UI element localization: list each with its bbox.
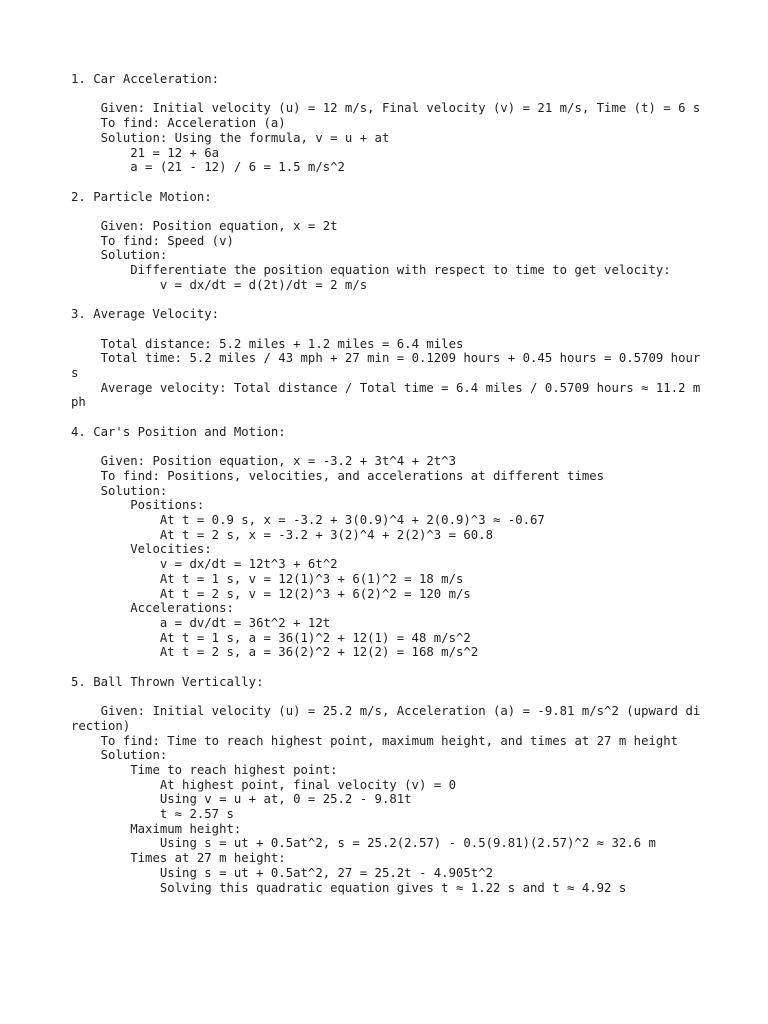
document-line: At t = 2 s, v = 12(2)^3 + 6(2)^2 = 120 m/s — [71, 586, 471, 601]
document-line: Solving this quadratic equation gives t ≈ 1.22 s and t ≈ 4.92 s — [71, 880, 627, 895]
document-line — [71, 87, 701, 102]
document-line — [71, 175, 701, 190]
document-line: t ≈ 2.57 s — [71, 807, 234, 822]
document-line: 3. Average Velocity: — [71, 307, 220, 322]
document-line — [71, 660, 701, 675]
document-line — [71, 410, 701, 425]
document-line: To find: Time to reach highest point, maximum height, and times at 27 m height — [71, 733, 679, 748]
document-line: To find: Acceleration (a) — [71, 116, 286, 131]
document-line: Accelerations: — [71, 601, 234, 616]
document-line: At highest point, final velocity (v) = 0 — [71, 777, 456, 792]
document-line: 2. Particle Motion: — [71, 189, 212, 204]
document-line: Time to reach highest point: — [71, 762, 338, 777]
document-line: Using s = ut + 0.5at^2, 27 = 25.2t - 4.905t^2 — [71, 865, 493, 880]
document-line: a = dv/dt = 36t^2 + 12t — [71, 615, 331, 630]
document-line: Total time: 5.2 miles / 43 mph + 27 min = 0.1209 hours + 0.45 hours = 0.5709 hours — [71, 351, 701, 380]
document-line: v = dx/dt = 12t^3 + 6t^2 — [71, 557, 338, 572]
document-line: 1. Car Acceleration: — [71, 72, 220, 86]
document-line: Using s = ut + 0.5at^2, s = 25.2(2.57) - 0.5(9.81)(2.57)^2 ≈ 32.6 m — [71, 836, 656, 851]
document-line: Given: Initial velocity (u) = 25.2 m/s, Acceleration (a) = -9.81 m/s^2 (upward direction) — [71, 704, 701, 733]
document-line: To find: Positions, velocities, and accelerations at different times — [71, 468, 605, 483]
document-line: a = (21 - 12) / 6 = 1.5 m/s^2 — [71, 160, 345, 175]
document-line: To find: Speed (v) — [71, 233, 234, 248]
document-line: At t = 0.9 s, x = -3.2 + 3(0.9)^4 + 2(0.9)^3 ≈ -0.67 — [71, 512, 545, 527]
document-line: Solution: — [71, 483, 168, 498]
document-line — [71, 204, 701, 219]
document-line: 4. Car's Position and Motion: — [71, 424, 286, 439]
document-line: 5. Ball Thrown Vertically: — [71, 674, 264, 689]
document-line: At t = 2 s, a = 36(2)^2 + 12(2) = 168 m/s^2 — [71, 645, 479, 660]
document-line: Total distance: 5.2 miles + 1.2 miles = 6.4 miles — [71, 336, 464, 351]
document-line — [71, 439, 701, 454]
document-line: Solution: — [71, 248, 168, 263]
document-line: Given: Initial velocity (u) = 12 m/s, Final velocity (v) = 21 m/s, Time (t) = 6 s — [71, 101, 701, 116]
document-line: Positions: — [71, 498, 205, 513]
document-line: Velocities: — [71, 542, 212, 557]
document-line: Times at 27 m height: — [71, 851, 286, 866]
document-line: Using v = u + at, 0 = 25.2 - 9.81t — [71, 792, 412, 807]
document-line: Given: Position equation, x = -3.2 + 3t^4 + 2t^3 — [71, 454, 456, 469]
document-line: At t = 1 s, v = 12(1)^3 + 6(1)^2 = 18 m/s — [71, 571, 464, 586]
document-line: Average velocity: Total distance / Total time = 6.4 miles / 0.5709 hours ≈ 11.2 mph — [71, 380, 701, 410]
document-line: Maximum height: — [71, 821, 242, 836]
document-line: Differentiate the position equation with respect to time to get velocity: — [71, 263, 671, 278]
document-line: Solution: Using the formula, v = u + at — [71, 130, 390, 145]
document-line — [71, 689, 701, 704]
document-line: Solution: — [71, 748, 168, 763]
document-line — [71, 293, 701, 308]
document-line: At t = 2 s, x = -3.2 + 3(2)^4 + 2(2)^3 = 60.8 — [71, 527, 493, 542]
document-line: Given: Position equation, x = 2t — [71, 218, 338, 233]
document-body — [71, 72, 701, 895]
document-line — [71, 322, 701, 337]
document-line: At t = 1 s, a = 36(1)^2 + 12(1) = 48 m/s^2 — [71, 630, 471, 645]
document-line: 21 = 12 + 6a — [71, 145, 220, 160]
document-line: v = dx/dt = d(2t)/dt = 2 m/s — [71, 277, 368, 292]
